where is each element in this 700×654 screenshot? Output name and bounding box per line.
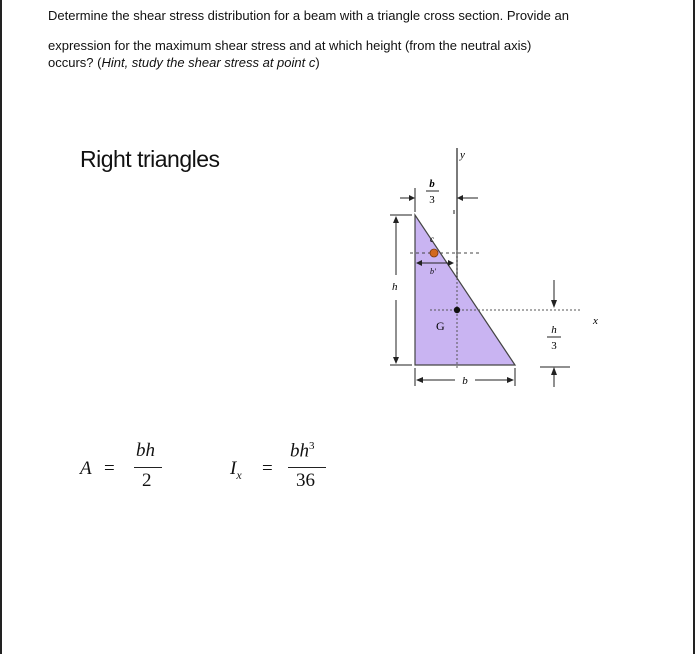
section-heading: Right triangles bbox=[80, 146, 220, 172]
h-arrow-top bbox=[393, 216, 399, 223]
b-third-arrow-right bbox=[457, 195, 463, 201]
b-third-denominator: 3 bbox=[429, 194, 435, 206]
inertia-letter: I bbox=[230, 458, 237, 479]
b-third-arrow-left bbox=[409, 195, 415, 201]
b-third-numerator: b bbox=[429, 178, 435, 190]
point-c-marker bbox=[430, 249, 438, 257]
frame-left-border bbox=[0, 0, 2, 654]
inertia-numerator-exponent: 3 bbox=[309, 440, 315, 452]
inertia-numerator-base: bh bbox=[290, 440, 309, 462]
inertia-equals: = bbox=[262, 458, 273, 479]
inertia-denominator: 36 bbox=[296, 470, 315, 491]
area-numerator: bh bbox=[136, 440, 155, 461]
question-line-3-start: occurs? ( bbox=[48, 55, 102, 70]
centroid-point bbox=[454, 307, 460, 313]
area-formula bbox=[80, 440, 180, 502]
b-label: b bbox=[462, 375, 468, 387]
h-label: h bbox=[392, 281, 398, 293]
area-symbol: A bbox=[80, 458, 92, 479]
b-arrow-right bbox=[507, 377, 514, 383]
b-prime-arrow-right bbox=[448, 260, 454, 266]
y-axis-label: y bbox=[460, 149, 465, 161]
right-triangle-figure bbox=[370, 140, 620, 390]
inertia-fraction-bar bbox=[288, 467, 326, 468]
question-hint: Hint, study the shear stress at point c bbox=[101, 55, 316, 70]
h-third-numerator: h bbox=[551, 324, 557, 336]
h-third-denominator: 3 bbox=[551, 340, 557, 352]
area-equals: = bbox=[104, 458, 115, 479]
question-line-3-end: ) bbox=[315, 55, 320, 70]
h-third-arrow-bottom bbox=[551, 367, 557, 375]
inertia-numerator bbox=[290, 440, 315, 462]
question-line-1: Determine the shear stress distribution for a beam with a triangle cross section. Provide an bbox=[48, 8, 569, 23]
x-axis-label: x bbox=[593, 315, 598, 327]
frame-right-border bbox=[693, 0, 695, 654]
b-prime-label: b' bbox=[430, 267, 436, 276]
point-c-label: c bbox=[430, 234, 434, 244]
area-fraction-bar bbox=[134, 467, 162, 468]
area-denominator: 2 bbox=[142, 470, 152, 491]
inertia-subscript: x bbox=[236, 467, 242, 482]
question-line-3 bbox=[48, 55, 320, 71]
inertia-symbol bbox=[230, 458, 242, 483]
question-line-2: expression for the maximum shear stress and at which height (from the neutral axis) bbox=[48, 38, 532, 53]
centroid-label: G bbox=[436, 319, 445, 333]
b-arrow-left bbox=[416, 377, 423, 383]
h-arrow-bottom bbox=[393, 357, 399, 364]
inertia-formula bbox=[230, 440, 360, 502]
h-third-arrow-top bbox=[551, 300, 557, 308]
